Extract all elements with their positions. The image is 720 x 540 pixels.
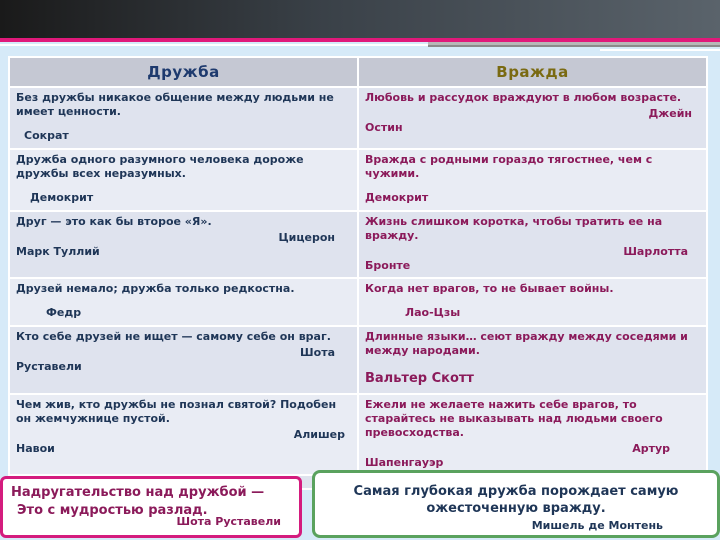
quote-text: Вражда с родными гораздо тягостнее, чем с чужими.	[365, 153, 653, 180]
callout-author: Шота Руставели	[176, 515, 281, 528]
quote-text: Друг — это как бы второе «Я».	[16, 215, 212, 228]
enmity-quote-cell	[358, 394, 707, 475]
header-enmity: Вражда	[358, 57, 707, 87]
friendship-quote-cell	[9, 394, 358, 475]
table-header-row	[9, 57, 707, 87]
friendship-quote-cell	[9, 87, 358, 149]
header-friendship: Дружба	[9, 57, 358, 87]
quote-text: Без дружбы никакое общение между людьми не имеет ценности.	[16, 91, 334, 118]
quote-text: Когда нет врагов, то не бывает войны.	[365, 282, 614, 295]
table-row	[9, 326, 707, 394]
quotes-table-container	[8, 56, 708, 490]
quote-text: Дружба одного разумного человека дороже дружбы всех неразумных.	[16, 153, 304, 180]
callout-line: Это с мудростью разлад.	[17, 503, 208, 518]
quote-author-last: Навои	[16, 442, 55, 455]
decorative-line	[0, 44, 430, 46]
callout-line: Надругательство над дружбой —	[11, 485, 265, 500]
friendship-callout	[0, 476, 302, 538]
decorative-line	[600, 49, 720, 51]
quote-text: Чем жив, кто дружбы не познал святой? Подобен он жемчужнице пустой.	[16, 398, 337, 425]
quote-author-first: Алишер	[293, 428, 345, 441]
quote-author-first: Цицерон	[278, 231, 335, 244]
table-row	[9, 211, 707, 278]
friendship-quote-cell	[9, 326, 358, 394]
quote-author-first: Артур	[632, 442, 670, 455]
quote-author-last: Марк Туллий	[16, 245, 100, 258]
quote-author: Демокрит	[30, 191, 94, 204]
quotes-table	[8, 56, 708, 490]
quote-text: Длинные языки… сеют вражду между соседями и между народами.	[365, 330, 688, 357]
quote-text: Кто себе друзей не ищет — самому себе он враг.	[16, 330, 331, 343]
enmity-quote-cell	[358, 211, 707, 278]
table-row	[9, 149, 707, 211]
quote-text: Ежели не желаете нажить себе врагов, то старайтесь не выказывать над людьми своего превосходства.	[365, 398, 663, 439]
table-row	[9, 278, 707, 326]
friendship-quote-cell	[9, 149, 358, 211]
quote-author-first: Шота	[300, 346, 335, 359]
enmity-quote-cell	[358, 326, 707, 394]
callout-line: Самая глубокая дружба порождает самую	[353, 484, 679, 499]
quote-author: Вальтер Скотт	[365, 371, 474, 386]
quote-author-last: Бронте	[365, 259, 411, 272]
quote-text: Жизнь слишком коротка, чтобы тратить ее на вражду.	[365, 215, 663, 242]
enmity-quote-cell	[358, 87, 707, 149]
quote-author: Демокрит	[365, 191, 429, 204]
quote-author-last: Шапенгауэр	[365, 456, 444, 469]
header-bar	[0, 0, 720, 38]
quote-author-first: Шарлотта	[623, 245, 688, 258]
quote-author: Сократ	[24, 129, 69, 142]
enmity-quote-cell	[358, 278, 707, 326]
callout-line: ожесточенную вражду.	[426, 501, 606, 516]
quote-author-last: Остин	[365, 121, 403, 134]
quote-author: Федр	[46, 306, 82, 319]
enmity-callout	[312, 470, 720, 538]
quote-author: Лао-Цзы	[405, 306, 461, 319]
enmity-quote-cell	[358, 149, 707, 211]
quote-author-last: Руставели	[16, 360, 82, 373]
decorative-line	[428, 45, 720, 47]
quote-author-first: Джейн	[648, 107, 692, 120]
friendship-quote-cell	[9, 278, 358, 326]
table-row	[9, 394, 707, 475]
friendship-quote-cell	[9, 211, 358, 278]
table-row	[9, 87, 707, 149]
quote-text: Друзей немало; дружба только редкостна.	[16, 282, 295, 295]
callout-author: Мишель де Монтень	[531, 519, 663, 532]
quote-text: Любовь и рассудок враждуют в любом возрасте.	[365, 91, 682, 104]
